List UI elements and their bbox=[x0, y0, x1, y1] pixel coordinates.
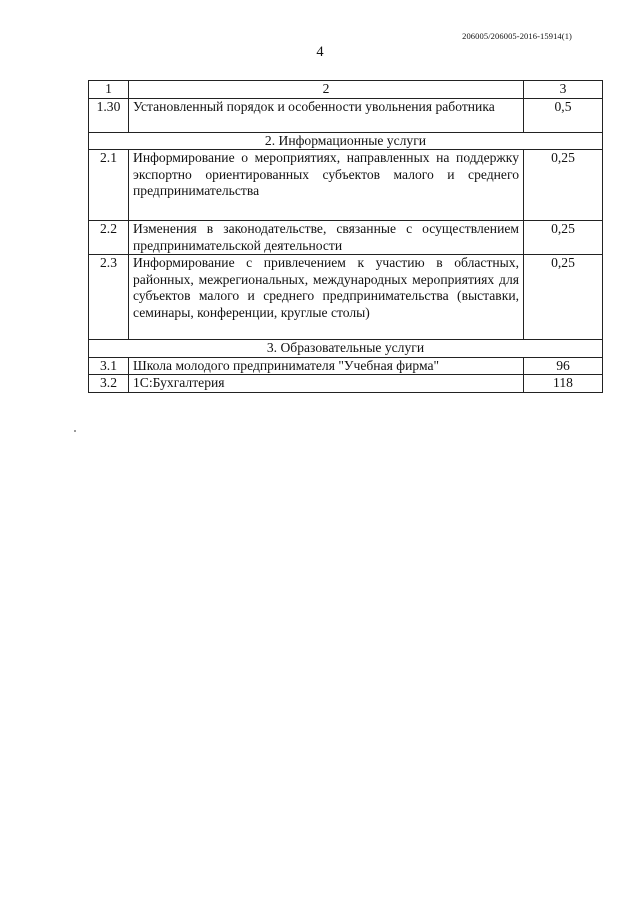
table-row bbox=[89, 375, 603, 393]
table-row bbox=[89, 221, 603, 255]
header-cell-2: 2 bbox=[129, 81, 524, 99]
section-title: 2. Информационные услуги bbox=[89, 132, 603, 150]
row-number: 3.1 bbox=[89, 357, 129, 375]
table-row bbox=[89, 98, 603, 132]
service-value: 118 bbox=[524, 375, 603, 393]
table-row bbox=[89, 150, 603, 221]
table-row bbox=[89, 357, 603, 375]
page-number: 4 bbox=[316, 44, 324, 60]
service-value: 0,5 bbox=[524, 98, 603, 132]
section-title: 3. Образовательные услуги bbox=[89, 340, 603, 358]
service-name: 1С:Бухгалтерия bbox=[129, 375, 524, 393]
service-name: Установленный порядок и особенности увольнения работника bbox=[129, 98, 524, 132]
services-table bbox=[88, 80, 603, 393]
service-value: 0,25 bbox=[524, 150, 603, 221]
scan-artifact-dot bbox=[74, 430, 76, 432]
service-name: Информирование о мероприятиях, направленных на поддержку экспортно ориентированных субъектов малого и среднего предпринимательства bbox=[129, 150, 524, 221]
table-row bbox=[89, 255, 603, 340]
row-number: 1.30 bbox=[89, 98, 129, 132]
service-name: Школа молодого предпринимателя "Учебная фирма" bbox=[129, 357, 524, 375]
table-header-row bbox=[89, 81, 603, 99]
service-value: 96 bbox=[524, 357, 603, 375]
row-number: 3.2 bbox=[89, 375, 129, 393]
header-cell-1: 1 bbox=[89, 81, 129, 99]
service-value: 0,25 bbox=[524, 255, 603, 340]
service-name: Изменения в законодательстве, связанные с осуществлением предпринимательской деятельности bbox=[129, 221, 524, 255]
row-number: 2.1 bbox=[89, 150, 129, 221]
service-name: Информирование с привлечением к участию в областных, районных, межрегиональных, международных мероприятиях для субъектов малого и среднего предпринимательства (выставки, семинары, конференции, круглые столы) bbox=[129, 255, 524, 340]
document-id: 206005/206005-2016-15914(1) bbox=[462, 31, 572, 41]
row-number: 2.2 bbox=[89, 221, 129, 255]
service-value: 0,25 bbox=[524, 221, 603, 255]
row-number: 2.3 bbox=[89, 255, 129, 340]
header-cell-3: 3 bbox=[524, 81, 603, 99]
section-row bbox=[89, 132, 603, 150]
section-row bbox=[89, 340, 603, 358]
